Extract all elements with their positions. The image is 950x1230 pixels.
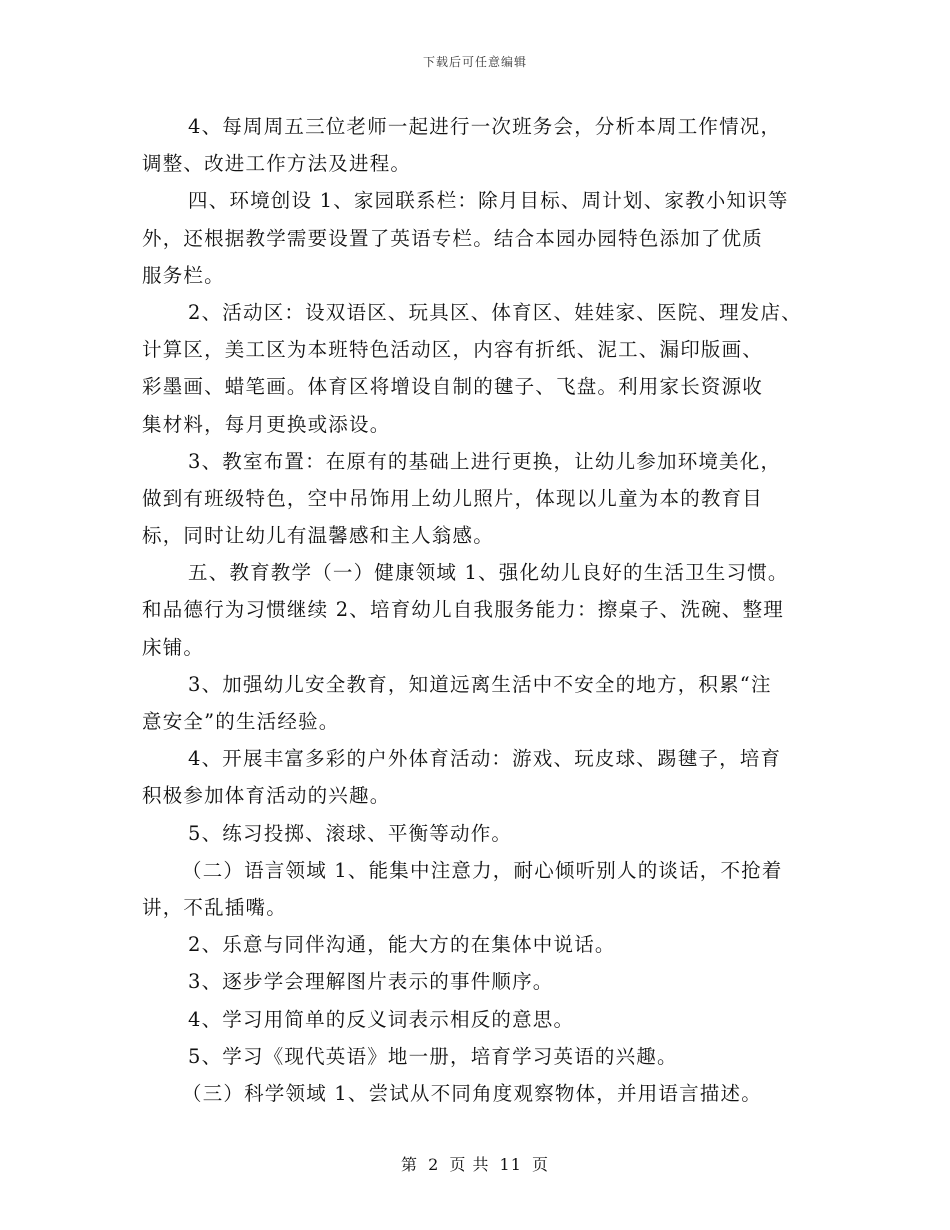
footer-total-pages: 11 — [499, 1155, 522, 1174]
text-line: 5、学习《现代英语》地一册，培育学习英语的兴趣。 — [188, 1044, 678, 1068]
text-line: 做到有班级特色，空中吊饰用上幼儿照片，体现以儿童为本的教育目 — [142, 486, 764, 510]
text-line: 4、每周周五三位老师一起进行一次班务会，分析本周工作情况， — [188, 115, 782, 138]
text-line: 四、环境创设 1、家园联系栏：除月目标、周计划、家教小知识等 — [188, 189, 789, 213]
text-line: 5、练习投掷、滚球、平衡等动作。 — [188, 821, 513, 845]
footer-page-number: 2 — [428, 1155, 440, 1174]
text-line: （三）科学领域 1、尝试从不同角度观察物体，并用语言描述。 — [182, 1081, 762, 1105]
text-line: 2、乐意与同伴沟通，能大方的在集体中说话。 — [188, 933, 616, 957]
text-line: 2、活动区：设双语区、玩具区、体育区、娃娃家、医院、理发店、 — [188, 300, 802, 324]
page-header: 下载后可任意编辑 — [422, 55, 527, 69]
text-line: 服务栏。 — [142, 263, 225, 287]
text-line: 4、学习用简单的反义词表示相反的意思。 — [188, 1007, 575, 1031]
text-line: 3、教室布置：在原有的基础上进行更换，让幼儿参加环境美化， — [188, 449, 782, 473]
text-line: 计算区，美工区为本班特色活动区，内容有折纸、泥工、漏印版画、 — [142, 338, 764, 362]
text-line: 3、逐步学会理解图片表示的事件顺序。 — [188, 970, 554, 994]
text-line: 外，还根据教学需要设置了英语专栏。结合本园办园特色添加了优质 — [142, 226, 764, 250]
footer-prefix: 第 — [400, 1155, 418, 1174]
page-footer — [0, 1152, 950, 1175]
text-line: 集材料，每月更换或添设。 — [142, 412, 391, 436]
footer-mid: 页 共 — [449, 1155, 490, 1174]
text-line: 3、加强幼儿安全教育，知道远离生活中不安全的地方，积累“注 — [188, 672, 772, 696]
text-line: 标，同时让幼儿有温馨感和主人翁感。 — [142, 524, 494, 548]
text-line: 调整、改进工作方法及进程。 — [142, 152, 412, 176]
document-body — [142, 108, 822, 1112]
footer-suffix: 页 — [532, 1155, 550, 1174]
text-line: 讲，不乱插嘴。 — [142, 895, 287, 919]
text-line: 和品德行为习惯继续 2、培育幼儿自我服务能力：擦桌子、洗碗、整理 — [142, 598, 785, 622]
text-line: 积极参加体育活动的兴趣。 — [142, 784, 391, 808]
text-line: 床铺。 — [142, 635, 205, 659]
text-line: 4、开展丰富多彩的户外体育活动：游戏、玩皮球、踢毽子，培育 — [188, 747, 782, 771]
text-line: 意安全”的生活经验。 — [142, 710, 340, 733]
text-line: 彩墨画、蜡笔画。体育区将增设自制的毽子、飞盘。利用家长资源收 — [142, 375, 764, 399]
text-line: 五、教育教学（一）健康领域 1、强化幼儿良好的生活卫生习惯。 — [188, 561, 789, 585]
text-line: （二）语言领域 1、能集中注意力，耐心倾听别人的谈话，不抢着 — [182, 858, 783, 882]
